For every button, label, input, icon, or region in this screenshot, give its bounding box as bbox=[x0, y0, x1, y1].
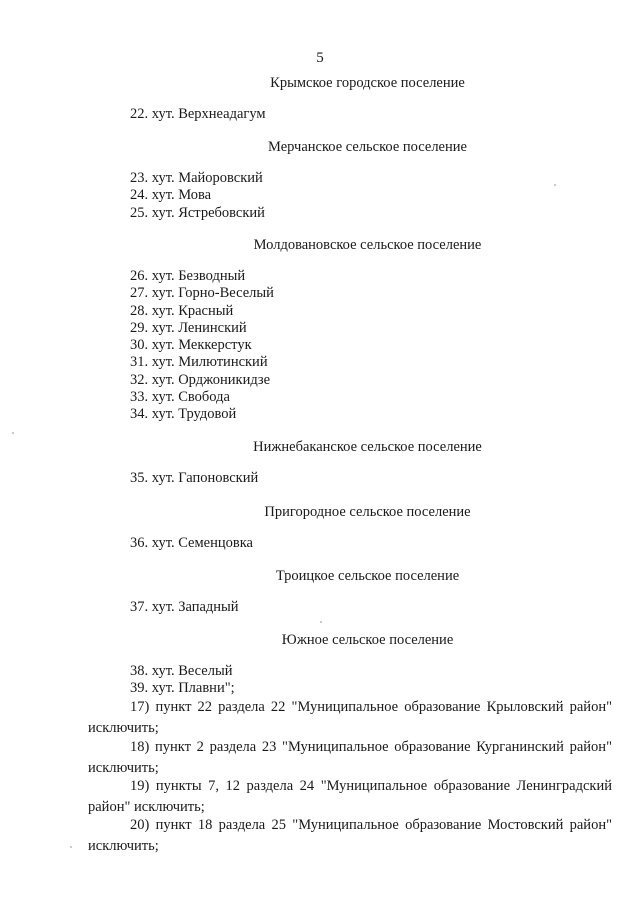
list-item: 26. хут. Безводный bbox=[130, 268, 246, 284]
list-item: 24. хут. Мова bbox=[130, 187, 212, 204]
list-item: 28. хут. Красный bbox=[130, 302, 234, 319]
list-item: 34. хут. Трудовой bbox=[130, 406, 237, 423]
settlement-list bbox=[130, 268, 274, 424]
list-item: 30. хут. Меккерстук bbox=[130, 337, 252, 354]
scan-speck bbox=[12, 432, 14, 434]
list-item: 22. хут. Верхнеадагум bbox=[130, 106, 266, 122]
list-item: 27. хут. Горно-Веселый bbox=[130, 285, 274, 302]
settlement-list bbox=[130, 170, 265, 222]
settlement-list bbox=[130, 663, 235, 698]
section-heading: Мерчанское сельское поселение bbox=[268, 139, 467, 155]
page-number: 5 bbox=[316, 50, 324, 66]
list-item: 32. хут. Орджоникидзе bbox=[130, 371, 271, 388]
section-heading: Нижнебаканское сельское поселение bbox=[253, 439, 482, 455]
list-item: 23. хут. Майоровский bbox=[130, 170, 263, 186]
list-item: 35. хут. Гапоновский bbox=[130, 470, 259, 486]
list-item: 25. хут. Ястребовский bbox=[130, 204, 265, 221]
scan-speck bbox=[320, 621, 322, 623]
section-heading: Троицкое сельское поселение bbox=[275, 568, 460, 584]
section-heading: Молдовановское сельское поселение bbox=[253, 237, 482, 253]
settlement-list bbox=[130, 106, 266, 123]
list-item: 29. хут. Ленинский bbox=[130, 319, 247, 336]
amendment-paragraph: 19) пункты 7, 12 раздела 24 "Муниципальное образование Ленинградский район" исключить; bbox=[88, 778, 612, 815]
list-item: 33. хут. Свобода bbox=[130, 389, 230, 406]
list-item: 31. хут. Милютинский bbox=[130, 354, 268, 371]
settlement-list bbox=[130, 470, 258, 487]
amendment-paragraph: 18) пункт 2 раздела 23 "Муниципальное образование Курганинский район" исключить; bbox=[88, 739, 612, 776]
section-heading: Крымское городское поселение bbox=[270, 75, 465, 91]
section-heading: Южное сельское поселение bbox=[281, 632, 454, 648]
amendment-paragraph: 17) пункт 22 раздела 22 "Муниципальное образование Крыловский район" исключить; bbox=[88, 699, 612, 736]
list-item: 36. хут. Семенцовка bbox=[130, 535, 253, 551]
scan-speck bbox=[70, 846, 72, 848]
amendment-paragraph: 20) пункт 18 раздела 25 "Муниципальное образование Мостовский район" исключить; bbox=[88, 817, 612, 854]
settlement-list bbox=[130, 599, 239, 616]
list-item: 39. хут. Плавни"; bbox=[130, 680, 235, 697]
list-item: 37. хут. Западный bbox=[130, 599, 239, 615]
settlement-list bbox=[130, 535, 253, 552]
scan-speck bbox=[554, 184, 556, 186]
list-item: 38. хут. Веселый bbox=[130, 663, 233, 679]
section-heading: Пригородное сельское поселение bbox=[264, 504, 471, 520]
